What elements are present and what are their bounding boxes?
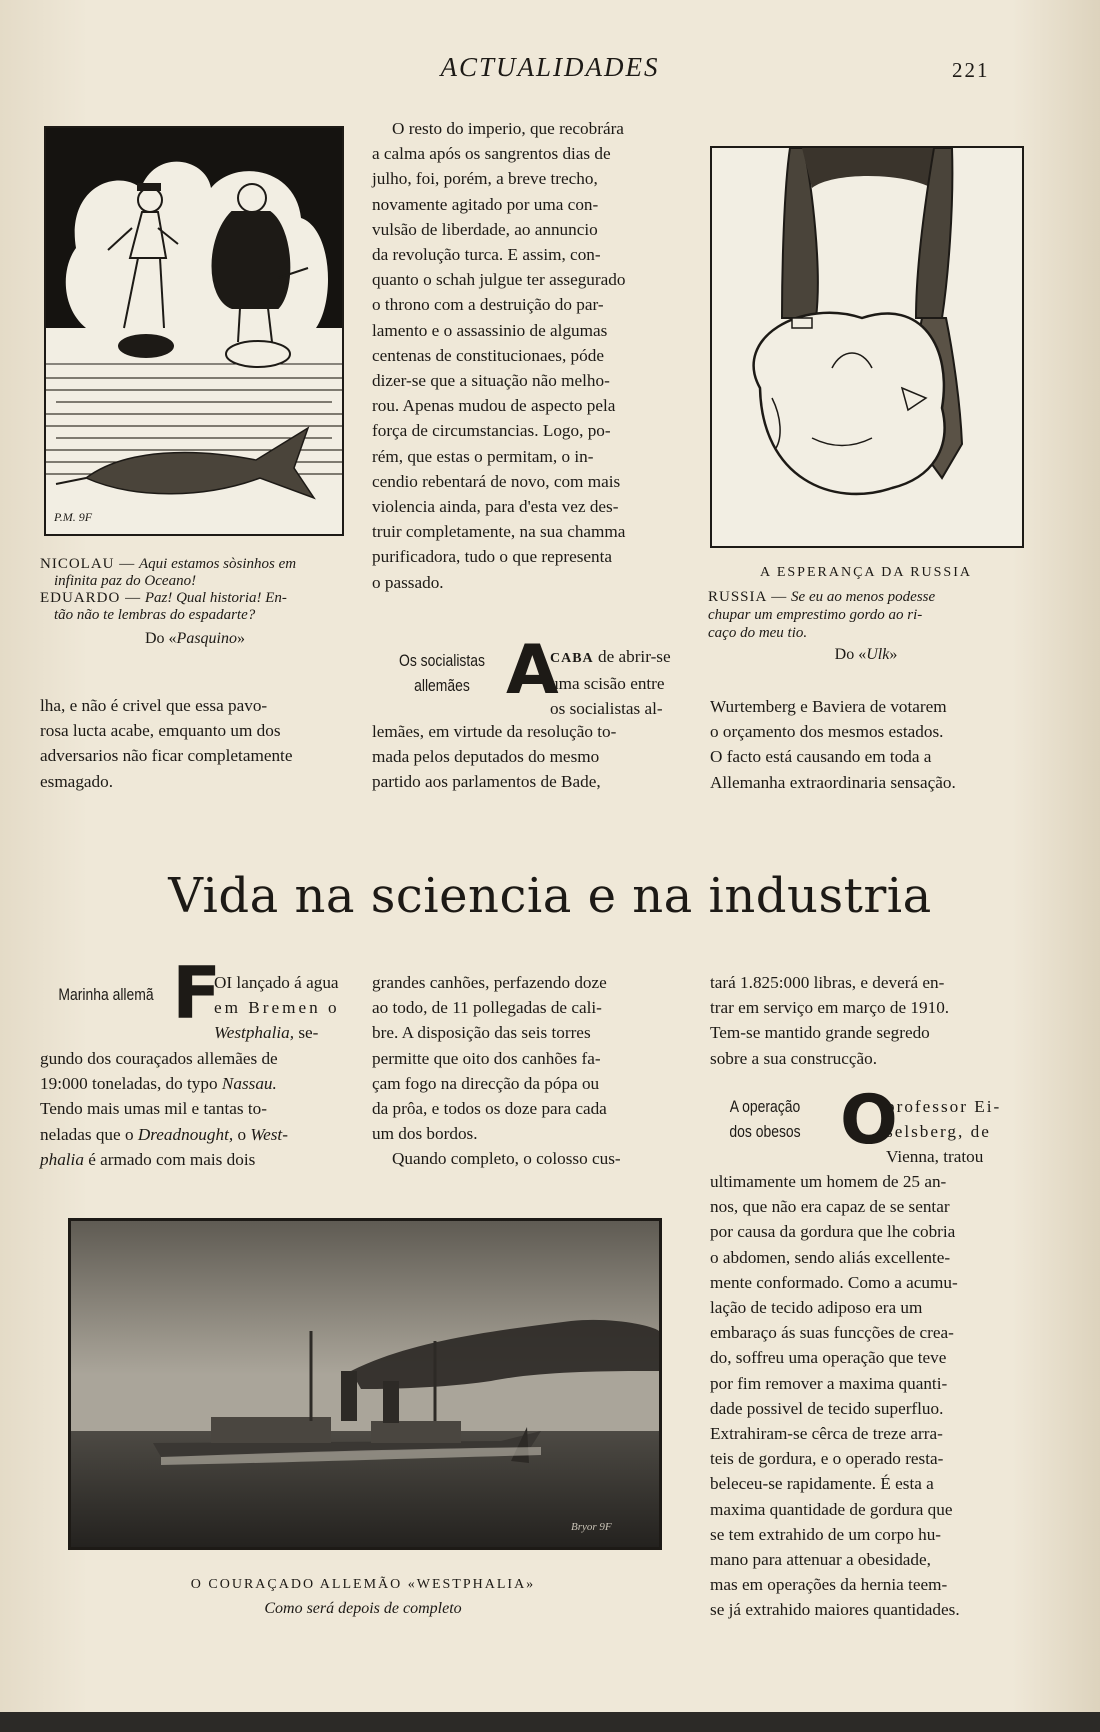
- side-label-marinha: [49, 982, 164, 1007]
- text-line: Tendo mais umas mil e tantas to-: [40, 1099, 267, 1119]
- text-line: permitte que oito dos canhões fa-: [372, 1048, 601, 1068]
- side-label-line: Os socialistas: [399, 651, 485, 670]
- text-line: dade possivel de tecido superfluo.: [710, 1398, 944, 1418]
- caption-text: Se eu ao menos podesse: [791, 589, 936, 605]
- text-line: trar em serviço em março de 1910.: [710, 998, 950, 1018]
- text-line: purificadora, tudo o que representa: [372, 547, 613, 567]
- ship-name: Nassau.: [221, 1074, 277, 1094]
- text-line: O facto está causando em toda a: [710, 747, 932, 767]
- ship-photograph: [68, 1218, 662, 1550]
- text-line: lação de tecido adiposo era um: [710, 1298, 923, 1318]
- text-line: o abdomen, sendo aliás excellente-: [710, 1247, 951, 1267]
- source-name: Pasquino: [176, 630, 237, 647]
- page-number: 221: [952, 58, 990, 82]
- text-line: mano para attenuar a obesidade,: [710, 1550, 931, 1570]
- text-line: centenas de constitucionaes, póde: [372, 345, 604, 365]
- scan-edge: [0, 1712, 1100, 1732]
- cartoon-drawing: [46, 128, 342, 534]
- source-name: Ulk: [866, 646, 890, 663]
- side-label-line: A operação: [729, 1097, 801, 1116]
- speaker-eduardo: EDUARDO —: [40, 590, 142, 606]
- text-line: de abrir-se: [597, 647, 671, 666]
- text-line: bre. A disposição das seis torres: [372, 1023, 591, 1043]
- source-prefix: Do «: [144, 630, 177, 647]
- text-line: da revolução turca. E assim, con-: [372, 245, 601, 265]
- text-line: rém, que estas o permitam, o in-: [372, 446, 594, 466]
- text-line: adversarios não ficar completamente: [40, 746, 293, 766]
- side-label-obesos: [712, 1094, 819, 1144]
- caption-text: Aqui estamos sòsinhos em: [139, 556, 297, 572]
- text-line: da prôa, e todos os doze para cada: [372, 1099, 607, 1119]
- side-label-line: allemães: [414, 676, 470, 695]
- text-line: O resto do imperio, que recobrára: [392, 119, 624, 138]
- text-line: violencia ainda, para d'esta vez des-: [372, 497, 619, 517]
- text-line: os socialistas al-: [550, 699, 663, 719]
- ship-name: Dreadnought,: [137, 1124, 234, 1144]
- col3-ship-text: [710, 970, 1024, 1071]
- text-line: em Bremen o: [214, 998, 340, 1018]
- text-line: por causa da gordura que lhe cobria: [710, 1222, 956, 1242]
- text-line: é armado com mais dois: [83, 1149, 256, 1169]
- running-header: ACTUALIDADES: [440, 52, 660, 82]
- text-line: ultimamente um homem de 25 an-: [710, 1172, 947, 1191]
- text-line: truir completamente, na sua chamma: [372, 522, 626, 542]
- text-line: partido aos parlamentos de Bade,: [372, 772, 601, 792]
- ship-caption-subtitle: Como será depois de completo: [264, 1600, 462, 1617]
- cartoon-right-caption: [708, 564, 1024, 664]
- text-line: embaraço ás suas funcções de crea-: [710, 1323, 954, 1343]
- ship-caption: [68, 1576, 658, 1618]
- dropcap-o: O: [840, 1081, 898, 1160]
- text-line: se-: [294, 1023, 319, 1043]
- text-line: do, soffreu uma operação que teve: [710, 1348, 947, 1368]
- text-line: por fim remover a maxima quanti-: [710, 1373, 948, 1393]
- source-suffix: »: [889, 646, 898, 663]
- text-line: teis de gordura, e o operado resta-: [710, 1449, 944, 1469]
- text-line: mada pelos deputados do mesmo: [372, 747, 600, 767]
- text-line: rou. Apenas mudou de aspecto pela: [372, 396, 616, 416]
- side-label-socialistas: [385, 648, 500, 698]
- col1-bottom-text: [40, 693, 350, 794]
- text-line: novamente agitado por uma con-: [372, 194, 599, 214]
- text-line: gundo dos couraçados allemães de: [40, 1049, 278, 1068]
- text-line: esmagado.: [40, 771, 114, 791]
- text-line: mente conformado. Como a acumu-: [710, 1272, 958, 1292]
- side-label-line: dos obesos: [729, 1122, 801, 1141]
- text-line: Tem-se mantido grande segredo: [710, 1023, 930, 1043]
- obesos-body: [710, 1169, 1024, 1623]
- photo-signature: Bryor 9F: [571, 1521, 612, 1533]
- text-line: çam fogo na direcção da pópa ou: [372, 1073, 600, 1093]
- caption-text: Paz! Qual historia! En-: [144, 590, 287, 606]
- text-line: lemães, em virtude da resolução to-: [372, 722, 617, 741]
- speaker-nicolau: NICOLAU —: [40, 556, 136, 572]
- caption-text: tão não te lembras do espadarte?: [54, 607, 256, 623]
- source-suffix: »: [237, 630, 245, 647]
- text-line: grandes canhões, perfazendo doze: [372, 973, 607, 992]
- text-line: o passado.: [372, 572, 444, 592]
- text-line: 19:000 toneladas, do typo: [40, 1074, 222, 1094]
- col2-top-text: [372, 116, 688, 595]
- text-line: neladas que o: [40, 1124, 138, 1144]
- text-line: Quando completo, o colosso cus-: [392, 1149, 621, 1169]
- text-line: o throno com a destruição do par-: [372, 295, 604, 315]
- text-line: uma scisão entre: [550, 674, 665, 694]
- text-line: o: [233, 1124, 251, 1144]
- socialists-lead: [550, 644, 688, 722]
- speaker-russia: RUSSIA —: [708, 589, 788, 605]
- text-line: se tem extrahido de um corpo hu-: [710, 1524, 942, 1544]
- text-line: lha, e não é crivel que essa pavo-: [40, 696, 268, 715]
- dropcap-f: F: [172, 951, 222, 1035]
- ship-illustration: [71, 1221, 659, 1547]
- text-line: OI lançado á agua: [214, 973, 339, 992]
- caption-text: caço do meu tio.: [708, 625, 808, 641]
- text-line: o orçamento dos mesmos estados.: [710, 722, 944, 742]
- obesos-lead: [886, 1094, 1024, 1170]
- side-label-line: Marinha allemã: [58, 985, 154, 1004]
- text-line: se já extrahido maiores quantidades.: [710, 1600, 960, 1620]
- text-line: a calma após os sangrentos dias de: [372, 144, 611, 164]
- cartoon-nicolau-eduardo: [44, 126, 344, 536]
- text-line: mas em operações da hernia teem-: [710, 1575, 948, 1595]
- col2-bottom-text: [372, 970, 688, 1172]
- text-line: vulsão de liberdade, ao annuncio: [372, 219, 598, 239]
- marinha-lead: [214, 970, 354, 1046]
- socialists-body: [372, 719, 688, 795]
- text-line: cendio rebentará de novo, com mais: [372, 471, 621, 491]
- cartoon-drawing: [712, 148, 1022, 546]
- text-line: rosa lucta acabe, emquanto um dos: [40, 721, 281, 741]
- source-prefix: Do «: [834, 646, 867, 663]
- cartoon-signature: P.M. 9F: [54, 510, 93, 524]
- ship-name: West-: [250, 1124, 288, 1144]
- cartoon-title: A ESPERANÇA DA RUSSIA: [760, 565, 972, 580]
- text-line: um dos bordos.: [372, 1124, 478, 1144]
- text-line: maxima quantidade de gordura que: [710, 1499, 953, 1519]
- text-line: dizer-se que a situação não melho-: [372, 371, 610, 391]
- caption-text: chupar um emprestimo gordo ao ri-: [708, 607, 923, 623]
- cartoon-left-caption: [40, 556, 350, 647]
- caption-text: infinita paz do Oceano!: [54, 573, 197, 589]
- text-line: sobre a sua construcção.: [710, 1048, 878, 1068]
- text-line: Allemanha extraordinaria sensação.: [710, 772, 956, 792]
- text-line: Extrahiram-se cêrca de treze arra-: [710, 1424, 943, 1444]
- cartoon-source: [708, 646, 1024, 664]
- dropcap-a: A: [506, 631, 559, 710]
- text-line: beleceu-se rapidamente. É esta a: [710, 1474, 934, 1494]
- marinha-body: [40, 1046, 354, 1172]
- text-line: força de circumstancias. Logo, po-: [372, 421, 611, 441]
- text-line: tará 1.825:000 libras, e deverá en-: [710, 973, 945, 992]
- text-line: lamento e o assassinio de algumas: [372, 320, 608, 340]
- text-line: Vienna, tratou: [886, 1147, 984, 1167]
- cartoon-source: [40, 630, 350, 647]
- text-line: quanto o schah julgue ter assegurado: [372, 270, 626, 290]
- cartoon-esperanca-russia: [710, 146, 1024, 548]
- col3-top-bottom-text: [710, 694, 1024, 795]
- text-line: nos, que não era capaz de se sentar: [710, 1197, 950, 1217]
- text-line: selsberg, de: [886, 1122, 991, 1142]
- ship-caption-title: O COURAÇADO ALLEMÃO «WESTPHALIA»: [190, 1577, 536, 1592]
- section-headline: Vida na sciencia e na industria: [168, 868, 932, 924]
- text-line: Wurtemberg e Baviera de votarem: [710, 697, 947, 716]
- text-line: professor Ei-: [886, 1097, 1002, 1116]
- ship-name: phalia: [40, 1149, 84, 1169]
- text-line: julho, foi, porém, a breve trecho,: [372, 169, 598, 189]
- first-word: CABA: [550, 651, 594, 666]
- text-line: ao todo, de 11 pollegadas de cali-: [372, 998, 602, 1018]
- ship-name: Westphalia,: [214, 1023, 295, 1043]
